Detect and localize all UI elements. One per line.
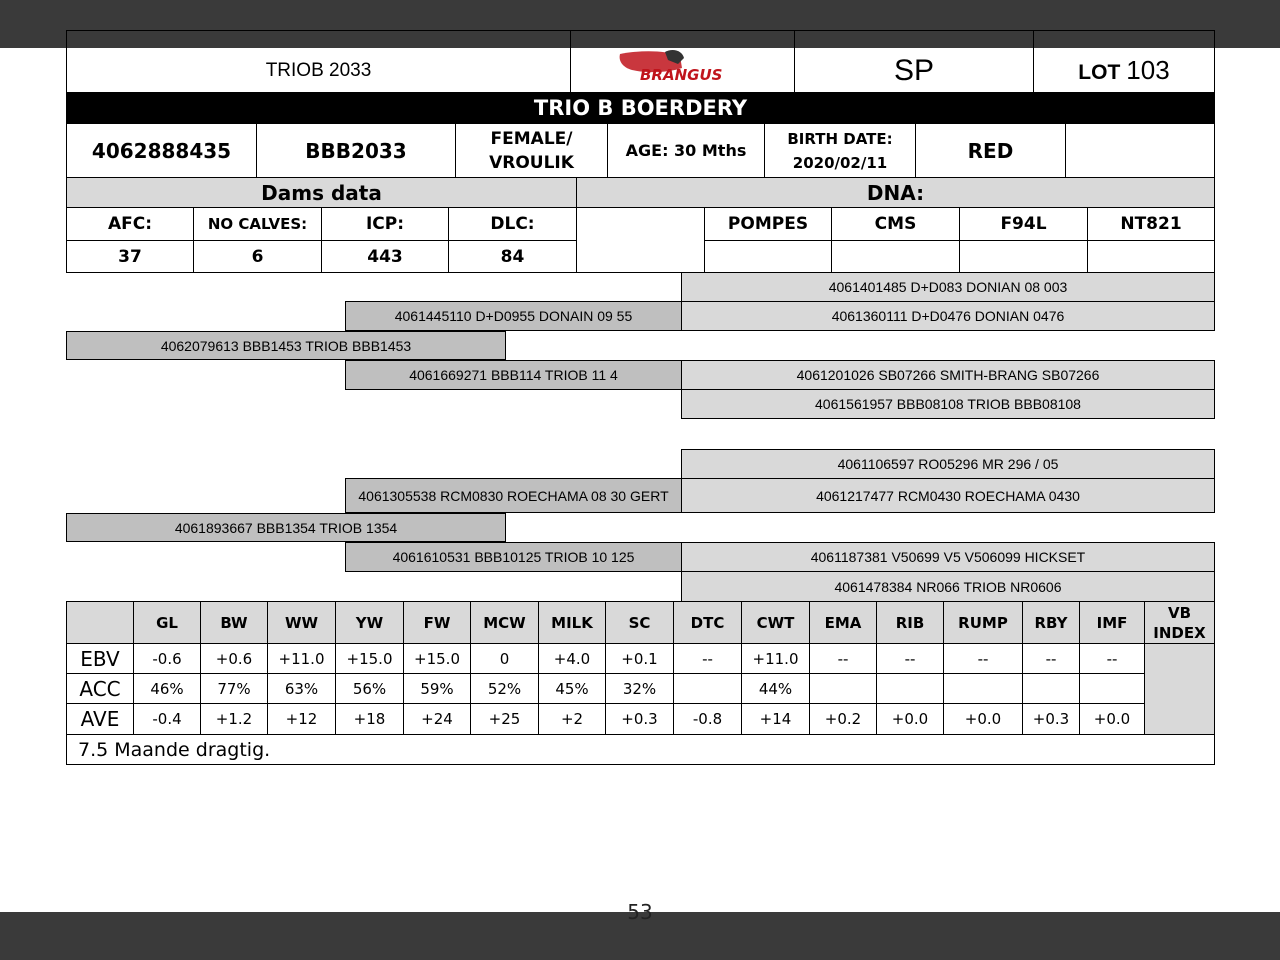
ebv-row-cell (741, 643, 810, 674)
grade-cell (794, 30, 1034, 93)
ave-row-cell (943, 703, 1023, 735)
ebv-row-cell (943, 643, 1023, 674)
pedigree-dam-dam-dam (681, 571, 1215, 602)
ave-row-cell (133, 703, 201, 735)
pedigree-sire-dam-sire (681, 360, 1215, 390)
dna-header-label: NT821 (1120, 214, 1182, 234)
ebv-header-label: DTC (690, 613, 725, 632)
ebv-index-header (1144, 601, 1215, 644)
acc-row-cell (1079, 673, 1145, 704)
ebv-row-cell (200, 643, 268, 674)
ebv-header-cell (267, 601, 336, 644)
dams-value: 37 (118, 246, 142, 267)
reg-number-cell (66, 123, 257, 178)
lot-label: LOT (1078, 61, 1121, 84)
ebv-row-label: ACC (79, 676, 121, 701)
dna-value-f94l (959, 240, 1088, 273)
ebv-header-label: SC (628, 613, 651, 632)
ebv-value: -- (702, 649, 713, 668)
dams-header-no-calves (193, 207, 322, 241)
ebv-value: 0 (499, 649, 510, 668)
ebv-value: +0.0 (891, 710, 929, 728)
ebv-row-cell (470, 643, 539, 674)
index-header-line1: VB (1167, 603, 1192, 622)
ave-row-cell (876, 703, 944, 735)
logo-text: BRANGUS (640, 66, 723, 84)
ebv-value: 56% (352, 679, 387, 698)
acc-row-cell (267, 673, 336, 704)
ebv-header-label: GL (156, 613, 178, 632)
ebv-value: +0.3 (1032, 710, 1070, 728)
ebv-header-cell (470, 601, 539, 644)
ebv-header-label: MILK (551, 613, 593, 632)
pedigree-dam-sire-sire (681, 449, 1215, 479)
ebv-value: 63% (284, 679, 319, 698)
ave-row-label (66, 703, 134, 735)
dna-value-nt821 (1087, 240, 1215, 273)
pedigree-text: 4062079613 BBB1453 TRIOB BBB1453 (160, 337, 412, 354)
ebv-value: 46% (150, 679, 184, 698)
dams-header-label: ICP: (365, 214, 405, 234)
ebv-value: -- (977, 649, 989, 668)
page-number: 53 (627, 900, 653, 924)
pedigree-text: 4061201026 SB07266 SMITH-BRANG SB07266 (796, 367, 1100, 383)
ebv-value: +0.2 (824, 710, 862, 728)
pedigree-dam (66, 513, 506, 542)
ave-row-cell (403, 703, 471, 735)
pedigree-text: 4061106597 RO05296 MR 296 / 05 (837, 456, 1059, 472)
index-header-line2: INDEX (1153, 623, 1206, 642)
ebv-value: +0.1 (621, 649, 658, 668)
pedigree-text: 4061561957 BBB08108 TRIOB BBB08108 (815, 396, 1081, 412)
ebv-header-cell (809, 601, 877, 644)
ebv-header-cell (335, 601, 404, 644)
pedigree-dam-dam-sire (681, 542, 1215, 572)
ebv-header-label: CWT (756, 613, 795, 632)
ave-row-cell (538, 703, 606, 735)
dna-header-label: POMPES (727, 214, 809, 234)
lot-number: 103 (1126, 55, 1170, 85)
ave-row-cell (605, 703, 674, 735)
ave-row-cell (470, 703, 539, 735)
ebv-header-cell (673, 601, 742, 644)
ave-row-cell (741, 703, 810, 735)
ebv-header-label: RUMP (958, 613, 1008, 632)
dna-title-cell (576, 177, 1215, 208)
pedigree-sire-dam (345, 360, 682, 390)
ebv-row-cell (1079, 643, 1145, 674)
ebv-row-label: AVE (80, 707, 120, 731)
dna-value-cms (831, 240, 960, 273)
acc-row-cell (538, 673, 606, 704)
ebv-value: +0.6 (215, 649, 253, 668)
ave-row-cell (200, 703, 268, 735)
dna-header-label: F94L (1000, 214, 1047, 234)
birth-date: 2020/02/11 (792, 153, 888, 172)
ebv-header-cell (1079, 601, 1145, 644)
ebv-value: +24 (421, 710, 453, 728)
ave-row-cell (1079, 703, 1145, 735)
ebv-value: 52% (487, 679, 522, 698)
ebv-value: -- (904, 649, 916, 668)
brangus-logo (610, 48, 755, 88)
pedigree-sire-sire-sire (681, 272, 1215, 302)
pedigree-text: 4061445110 D+D0955 DONAIN 09 55 (394, 308, 633, 324)
pedigree-sire-sire-dam (681, 301, 1215, 331)
ebv-value: -0.8 (692, 710, 723, 728)
dams-value-icp (321, 240, 449, 273)
ebv-header-label: WW (284, 613, 319, 632)
acc-row-cell (200, 673, 268, 704)
acc-row-label (66, 673, 134, 704)
dna-title: DNA: (866, 180, 925, 205)
sex-cell (455, 123, 608, 178)
dams-value: 84 (500, 246, 525, 267)
birth-label: BIRTH DATE: (787, 129, 893, 148)
ebv-value: +1.2 (215, 710, 253, 728)
ebv-header-label: RIB (895, 613, 925, 632)
ebv-value: +18 (353, 710, 386, 728)
ebv-header-cell (605, 601, 674, 644)
ebv-value: 32% (622, 679, 657, 698)
ave-row-cell (809, 703, 877, 735)
ebv-header-cell (876, 601, 944, 644)
ave-row-cell (673, 703, 742, 735)
ebv-header-label: RBY (1034, 613, 1068, 632)
sex-line2: VROULIK (489, 152, 574, 173)
pedigree-sire-dam-dam (681, 389, 1215, 419)
ebv-value: 59% (420, 679, 454, 698)
dams-title: Dams data (261, 180, 382, 205)
pedigree-text: 4061669271 BBB114 TRIOB 11 4 (409, 367, 618, 383)
dams-value-dlc (448, 240, 577, 273)
ebv-value: -- (837, 649, 849, 668)
pedigree-text: 4061305538 RCM0830 ROECHAMA 08 30 GERT (358, 487, 669, 504)
ebv-row-label: EBV (80, 646, 120, 671)
ebv-value: -0.6 (152, 649, 182, 668)
acc-row-cell (335, 673, 404, 704)
pedigree-text: 4061360111 D+D0476 DONIAN 0476 (831, 308, 1065, 324)
acc-row-cell (1022, 673, 1080, 704)
farm-name: TRIO B BOERDERY (533, 96, 748, 120)
lot-cell (1033, 30, 1215, 93)
ebv-value: 77% (217, 679, 251, 698)
ebv-value: -- (1106, 649, 1118, 668)
dna-header-nt821 (1087, 207, 1215, 241)
age-cell (607, 123, 765, 178)
ebv-header-label: EMA (824, 613, 862, 632)
pedigree-text: 4061187381 V50699 V5 V506099 HICKSET (810, 549, 1086, 565)
pedigree-text: 4061401485 D+D083 DONIAN 08 003 (828, 279, 1068, 295)
ebv-value: +12 (285, 710, 318, 728)
ave-row-cell (335, 703, 404, 735)
pedigree-dam-sire-dam (681, 478, 1215, 513)
index-value-cell (1144, 643, 1215, 735)
ebv-header-label: IMF (1096, 613, 1128, 632)
acc-row-cell (133, 673, 201, 704)
colour-cell (915, 123, 1066, 178)
dams-value: 443 (367, 246, 403, 267)
dna-header-f94l (959, 207, 1088, 241)
pedigree-text: 4061478384 NR066 TRIOB NR0606 (834, 578, 1062, 595)
ebv-value: -- (1045, 649, 1057, 668)
dna-blank-cell (576, 207, 705, 273)
dna-header-label: CMS (874, 214, 917, 234)
ebv-row-cell (673, 643, 742, 674)
ebv-header-cell (133, 601, 201, 644)
comment-cell (66, 734, 1215, 765)
extra-cell (1065, 123, 1215, 178)
pedigree-sire (66, 331, 506, 360)
ebv-header-cell (741, 601, 810, 644)
acc-row-cell (673, 673, 742, 704)
dams-value: 6 (251, 246, 264, 267)
pedigree-text: 4061217477 RCM0430 ROECHAMA 0430 (816, 487, 1080, 504)
animal-tag: BBB2033 (305, 138, 407, 163)
ave-row-cell (1022, 703, 1080, 735)
ebv-row-cell (267, 643, 336, 674)
ebv-header-label: MCW (483, 613, 526, 632)
sex-line1: FEMALE/ (490, 128, 573, 149)
dams-header-label: DLC: (490, 214, 535, 234)
ave-row-cell (267, 703, 336, 735)
ebv-row-cell (335, 643, 404, 674)
ebv-value: +2 (560, 710, 584, 728)
ebv-value: +11.0 (278, 649, 325, 668)
acc-row-cell (741, 673, 810, 704)
acc-row-cell (605, 673, 674, 704)
ebv-value: 44% (758, 679, 793, 698)
dams-value-no-calves (193, 240, 322, 273)
pedigree-dam-dam (345, 542, 682, 572)
ebv-value: +0.0 (1093, 710, 1131, 728)
ebv-value: +15.0 (346, 649, 393, 668)
ebv-row-cell (133, 643, 201, 674)
dams-header-label: NO CALVES: (207, 215, 308, 233)
ebv-header-label: YW (355, 613, 384, 632)
ebv-value: 45% (555, 679, 589, 698)
ebv-row-cell (876, 643, 944, 674)
ebv-value: +15.0 (414, 649, 460, 668)
ebv-value: +14 (759, 710, 792, 728)
ebv-header-label: BW (220, 613, 248, 632)
ebv-value: -0.4 (152, 710, 182, 728)
ebv-value: +0.0 (964, 710, 1002, 728)
grade-value: SP (893, 53, 935, 87)
ebv-corner-cell (66, 601, 134, 644)
dams-header-afc (66, 207, 194, 241)
pedigree-text: 4061610531 BBB10125 TRIOB 10 125 (392, 549, 635, 565)
dna-header-cms (831, 207, 960, 241)
ebv-header-cell (403, 601, 471, 644)
animal-colour: RED (967, 138, 1014, 163)
ebv-value: +25 (488, 710, 521, 728)
ebv-header-cell (1022, 601, 1080, 644)
dams-title-cell (66, 177, 577, 208)
ebv-row-label (66, 643, 134, 674)
pedigree-sire-sire (345, 301, 682, 331)
ebv-row-cell (403, 643, 471, 674)
acc-row-cell (809, 673, 877, 704)
ebv-value: +4.0 (553, 649, 591, 668)
acc-row-cell (470, 673, 539, 704)
ebv-row-cell (809, 643, 877, 674)
header-code: TRIOB 2033 (265, 59, 372, 81)
dams-header-dlc (448, 207, 577, 241)
ebv-value: +11.0 (752, 649, 799, 668)
ebv-row-cell (538, 643, 606, 674)
reg-number: 4062888435 (91, 138, 232, 163)
dams-header-icp (321, 207, 449, 241)
ebv-row-cell (1022, 643, 1080, 674)
tag-cell (256, 123, 456, 178)
ebv-header-cell (538, 601, 606, 644)
dna-value-pompes (704, 240, 832, 273)
pedigree-text: 4061893667 BBB1354 TRIOB 1354 (174, 519, 398, 536)
ebv-row-cell (605, 643, 674, 674)
ebv-value: +0.3 (621, 710, 658, 728)
ebv-header-cell (943, 601, 1023, 644)
acc-row-cell (943, 673, 1023, 704)
ebv-header-label: FW (423, 613, 451, 632)
acc-row-cell (403, 673, 471, 704)
pedigree-dam-sire (345, 478, 682, 513)
dna-header-pompes (704, 207, 832, 241)
dams-header-label: AFC: (107, 214, 153, 234)
comment-text: 7.5 Maande dragtig. (78, 738, 271, 761)
dams-value-afc (66, 240, 194, 273)
acc-row-cell (876, 673, 944, 704)
header-code-cell (66, 30, 571, 93)
farm-name-bar (66, 92, 1215, 124)
birth-date-cell (764, 123, 916, 178)
ebv-header-cell (200, 601, 268, 644)
animal-age: AGE: 30 Mths (625, 141, 747, 160)
